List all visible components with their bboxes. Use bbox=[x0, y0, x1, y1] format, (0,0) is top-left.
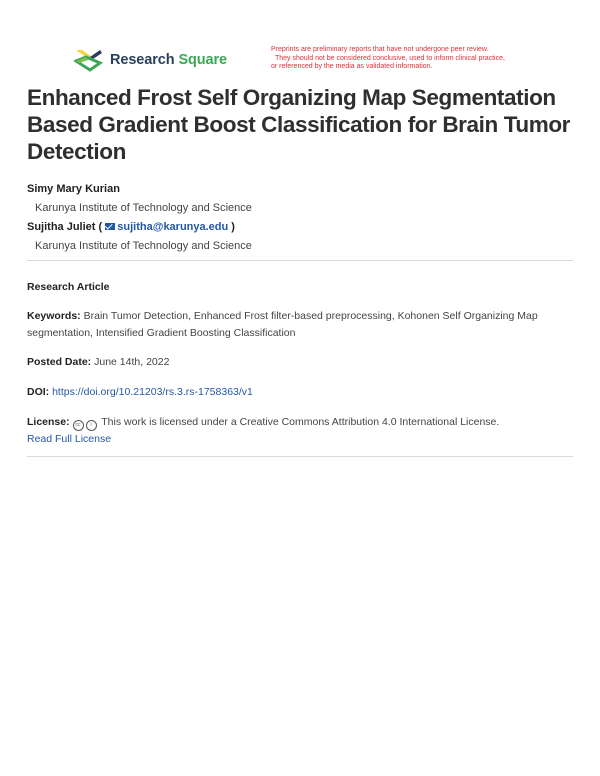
keywords-label: Keywords: bbox=[27, 310, 81, 322]
divider bbox=[27, 456, 573, 457]
cc-icon: cc bbox=[73, 420, 84, 431]
email-icon bbox=[105, 223, 115, 230]
attribution-icon: i bbox=[86, 420, 97, 431]
author-name: Sujitha Juliet bbox=[27, 221, 96, 233]
header bbox=[0, 44, 600, 78]
posted-date-section bbox=[27, 354, 573, 371]
research-square-logo[interactable] bbox=[74, 48, 227, 72]
article-type bbox=[27, 279, 573, 296]
doi-link[interactable]: https://doi.org/10.21203/rs.3.rs-1758363/v1 bbox=[52, 386, 253, 398]
author-name: Simy Mary Kurian bbox=[27, 183, 120, 195]
logo-text bbox=[110, 52, 227, 68]
license-label: License: bbox=[27, 416, 70, 428]
author-entry: Sujitha Juliet ( sujitha@karunya.edu ) bbox=[27, 221, 235, 233]
research-square-logo-icon bbox=[74, 48, 104, 72]
paper-title: Enhanced Frost Self Organizing Map Segmentation Based Gradient Boost Classification for Brain Tumor Detection bbox=[27, 85, 571, 164]
posted-date-label: Posted Date: bbox=[27, 356, 92, 368]
posted-date-value: June 14th, 2022 bbox=[94, 356, 170, 368]
preprint-notice bbox=[271, 46, 541, 72]
notice-line: Preprints are preliminary reports that have not undergone peer review. bbox=[271, 46, 489, 53]
author-list bbox=[27, 180, 252, 256]
author-affiliation: Karunya Institute of Technology and Science bbox=[35, 202, 252, 214]
logo-word-research: Research bbox=[110, 52, 175, 68]
license-text: This work is licensed under a Creative Commons Attribution 4.0 International License. bbox=[101, 416, 500, 428]
notice-line: or referenced by the media as validated information. bbox=[271, 63, 433, 70]
keywords-text: Brain Tumor Detection, Enhanced Frost filter-based preprocessing, Kohonen Self Organizing Map segmentation, Intensified Gradient Boosting Classification bbox=[27, 310, 538, 339]
doi-label: DOI: bbox=[27, 386, 50, 398]
read-full-license-link[interactable]: Read Full License bbox=[27, 433, 112, 445]
doi-section bbox=[27, 384, 573, 401]
author-affiliation: Karunya Institute of Technology and Science bbox=[35, 240, 252, 252]
logo-word-square: Square bbox=[178, 52, 227, 68]
divider bbox=[27, 260, 573, 261]
author-email-link[interactable]: sujitha@karunya.edu bbox=[117, 221, 229, 233]
notice-line: They should not be considered conclusive, used to inform clinical practice, bbox=[275, 54, 505, 62]
license-section bbox=[27, 414, 573, 448]
keywords-section bbox=[27, 308, 573, 342]
article-type-label: Research Article bbox=[27, 281, 110, 293]
